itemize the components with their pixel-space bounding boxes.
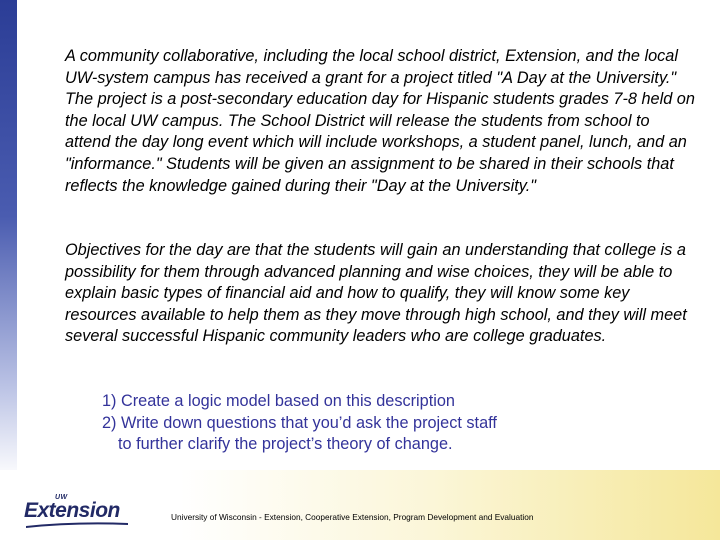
task-item-2: 2) Write down questions that you’d ask the project staff	[102, 413, 497, 432]
task-item-2-continuation: to further clarify the project’s theory of change.	[118, 435, 453, 454]
uw-extension-logo	[24, 494, 132, 530]
description-paragraph: A community collaborative, including the local school district, Extension, and the local UW-system campus has received a grant for a project titled "A Day at the University." The project is a post-secondary education day for Hispanic students grades 7-8 held on the local UW campus. The School District will release the students from school to attend the day long event which will include workshops, a student panel, lunch, and an "informance." Students will be given an assignment to be shared in their schools that reflects the knowledge gained during their "Day at the University."	[65, 47, 695, 195]
logo-uw-text: UW	[55, 494, 68, 501]
footer-credit: University of Wisconsin - Extension, Cooperative Extension, Program Development and Evaluation	[171, 512, 534, 522]
task-list	[102, 391, 702, 456]
task-item-1: 1) Create a logic model based on this description	[102, 392, 455, 410]
logo-swoosh-icon	[24, 520, 130, 529]
objectives-paragraph: Objectives for the day are that the students will gain an understanding that college is a possibility for them through advanced planning and wise choices, they will be able to explain basic types of financial aid and how to qualify, they will know some key resources available to help them as they move through high school, and they will meet several successful Hispanic community leaders who are college graduates.	[65, 241, 687, 346]
left-accent-bar	[0, 0, 17, 480]
logo-wordmark: Extension	[24, 499, 120, 522]
